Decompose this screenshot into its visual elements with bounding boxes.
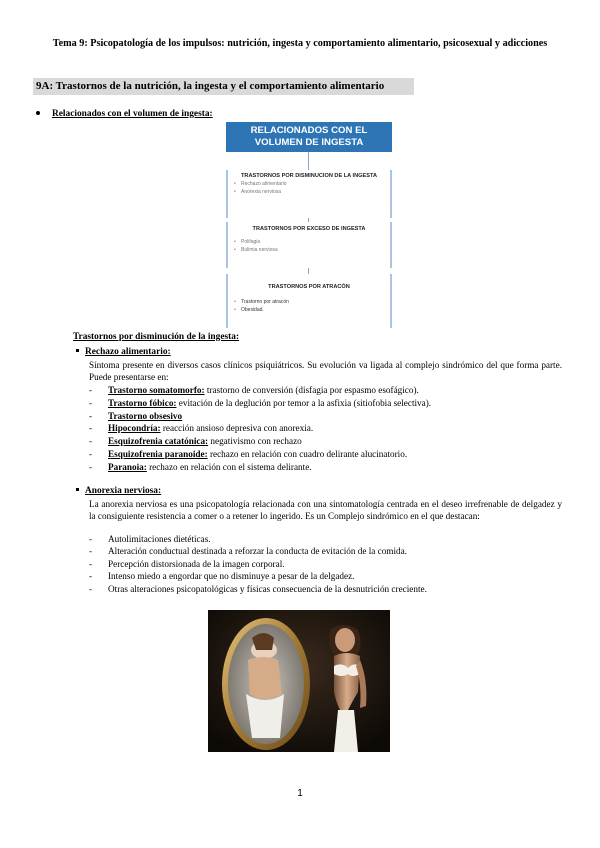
list-item: - Percepción distorsionada de la imagen corporal. — [89, 558, 285, 569]
list-anorexia — [89, 533, 562, 595]
list-item: - Intenso miedo a engordar que no disminuye a pesar de la delgadez. — [89, 571, 355, 582]
diagram-box-item: • Bulimia nerviosa — [228, 247, 390, 254]
list-item-term: Esquizofrenia paranoide: — [108, 448, 208, 459]
bullet-heading-text: Rechazo alimentario: — [85, 347, 171, 357]
list-item: - Trastorno fóbico: evitación de la deglución por temor a la asfixia (sitiofobia selectiva). — [89, 397, 432, 408]
bullet-dot-icon — [36, 111, 40, 115]
list-item: - Trastorno obsesivo — [89, 410, 183, 421]
list-item: - Trastorno somatomorfo: trastorno de conversión (disfagia por espasmo esofágico). — [89, 385, 419, 395]
bullet-heading-anorexia — [76, 485, 161, 497]
list-item-term: Trastorno obsesivo — [108, 410, 183, 421]
diagram-box-item: • Polifagia — [228, 239, 390, 246]
paragraph-rechazo: Síntoma presente en diversos casos clínicos psiquiátricos. Su evolución va ligada al complejo sindrómico del que forma parte. Puede presentarse en: — [89, 360, 562, 382]
list-item: - Esquizofrenia paranoide: rechazo en relación con cuadro delirante alucinatorio. — [89, 448, 408, 459]
bullet-heading-volumen — [36, 108, 213, 120]
list-item-term: Esquizofrenia catatónica: — [108, 436, 209, 447]
list-item-term: Trastorno somatomorfo: — [108, 385, 205, 395]
list-item-text: rechazo en relación con el sistema delirante. — [146, 461, 312, 472]
list-item-text: Percepción distorsionada de la imagen corporal. — [108, 558, 285, 569]
subsection-heading: Trastornos por disminución de la ingesta: — [73, 332, 240, 342]
bullet-square-icon — [76, 488, 79, 491]
list-item-text: Autolimitaciones dietéticas. — [108, 534, 211, 544]
list-item-text: rechazo en relación con cuadro delirante alucinatorio. — [207, 448, 408, 459]
list-item-term: Trastorno fóbico: — [108, 397, 177, 408]
list-item-text: Intenso miedo a engordar que no disminuye a pesar de la delgadez. — [108, 571, 355, 582]
bullet-heading-text: Anorexia nerviosa: — [85, 486, 162, 496]
page-number: 1 — [297, 788, 303, 799]
list-item-term: Hipocondría: — [108, 423, 161, 434]
list-item: - Esquizofrenia catatónica: negativismo con rechazo — [89, 436, 302, 447]
classification-diagram — [226, 122, 392, 328]
list-rechazo — [89, 384, 562, 474]
diagram-box-item: • Rechazo alimentario — [228, 181, 390, 188]
list-item-text: Alteración conductual destinada a reforzar la conducta de evitación de la comida. — [108, 546, 407, 557]
diagram-box-exceso — [226, 222, 392, 268]
list-item-text: negativismo con rechazo — [208, 436, 302, 447]
diagram-box-item: • Obesidad. — [228, 307, 390, 314]
diagram-box-title: TRASTORNOS POR ATRACÓN — [268, 284, 350, 290]
list-item: - Otras alteraciones psicopatológicas y físicas consecuencia de la desnutrición creciente. — [89, 583, 427, 594]
list-item-text: reacción ansioso depresiva con anorexia. — [160, 423, 314, 434]
bullet-square-icon — [76, 349, 79, 352]
bullet-heading-rechazo — [76, 346, 171, 358]
paragraph-anorexia: La anorexia nerviosa es una psicopatología relacionada con una sintomatología centrada en el deseo irrefrenable de delgadez y la consiguiente resistencia a comer o a retener lo ingerido. Es un Complejo sindrómico en el que destacan: — [89, 499, 562, 521]
diagram-box-disminucion — [226, 170, 392, 218]
page-title: Tema 9: Psicopatología de los impulsos: nutrición, ingesta y comportamiento alimentario, psicosexual y adicciones — [52, 38, 548, 49]
diagram-header: RELACIONADOS CON EL VOLUMEN DE INGESTA — [226, 122, 392, 152]
list-item-text: evitación de la deglución por temor a la asfixia (sitiofobia selectiva). — [176, 397, 432, 408]
mirror-photo — [208, 610, 390, 752]
diagram-box-item: • Trastorno por atracón — [228, 299, 390, 306]
list-item: - Autolimitaciones dietéticas. — [89, 534, 211, 544]
list-item: - Alteración conductual destinada a reforzar la conducta de evitación de la comida. — [89, 546, 407, 557]
bullet-heading-text: Relacionados con el volumen de ingesta: — [52, 109, 213, 119]
list-item-text: trastorno de conversión (disfagia por espasmo esofágico). — [204, 385, 419, 395]
diagram-box-title: TRASTORNOS POR EXCESO DE INGESTA — [252, 226, 366, 232]
list-item: - Paranoia: rechazo en relación con el sistema delirante. — [89, 461, 312, 472]
list-item-term: Paranoia: — [108, 461, 147, 472]
diagram-box-title: TRASTORNOS POR DISMINUCION DE LA INGESTA — [240, 173, 378, 179]
diagram-box-atracon — [226, 274, 392, 328]
section-heading: 9A: Trastornos de la nutrición, la ingesta y el comportamiento alimentario — [36, 80, 385, 92]
list-item: - Hipocondría: reacción ansioso depresiva con anorexia. — [89, 423, 314, 434]
diagram-box-item: • Anorexia nerviosa — [228, 189, 390, 196]
list-item-text: Otras alteraciones psicopatológicas y físicas consecuencia de la desnutrición creciente. — [108, 583, 427, 594]
